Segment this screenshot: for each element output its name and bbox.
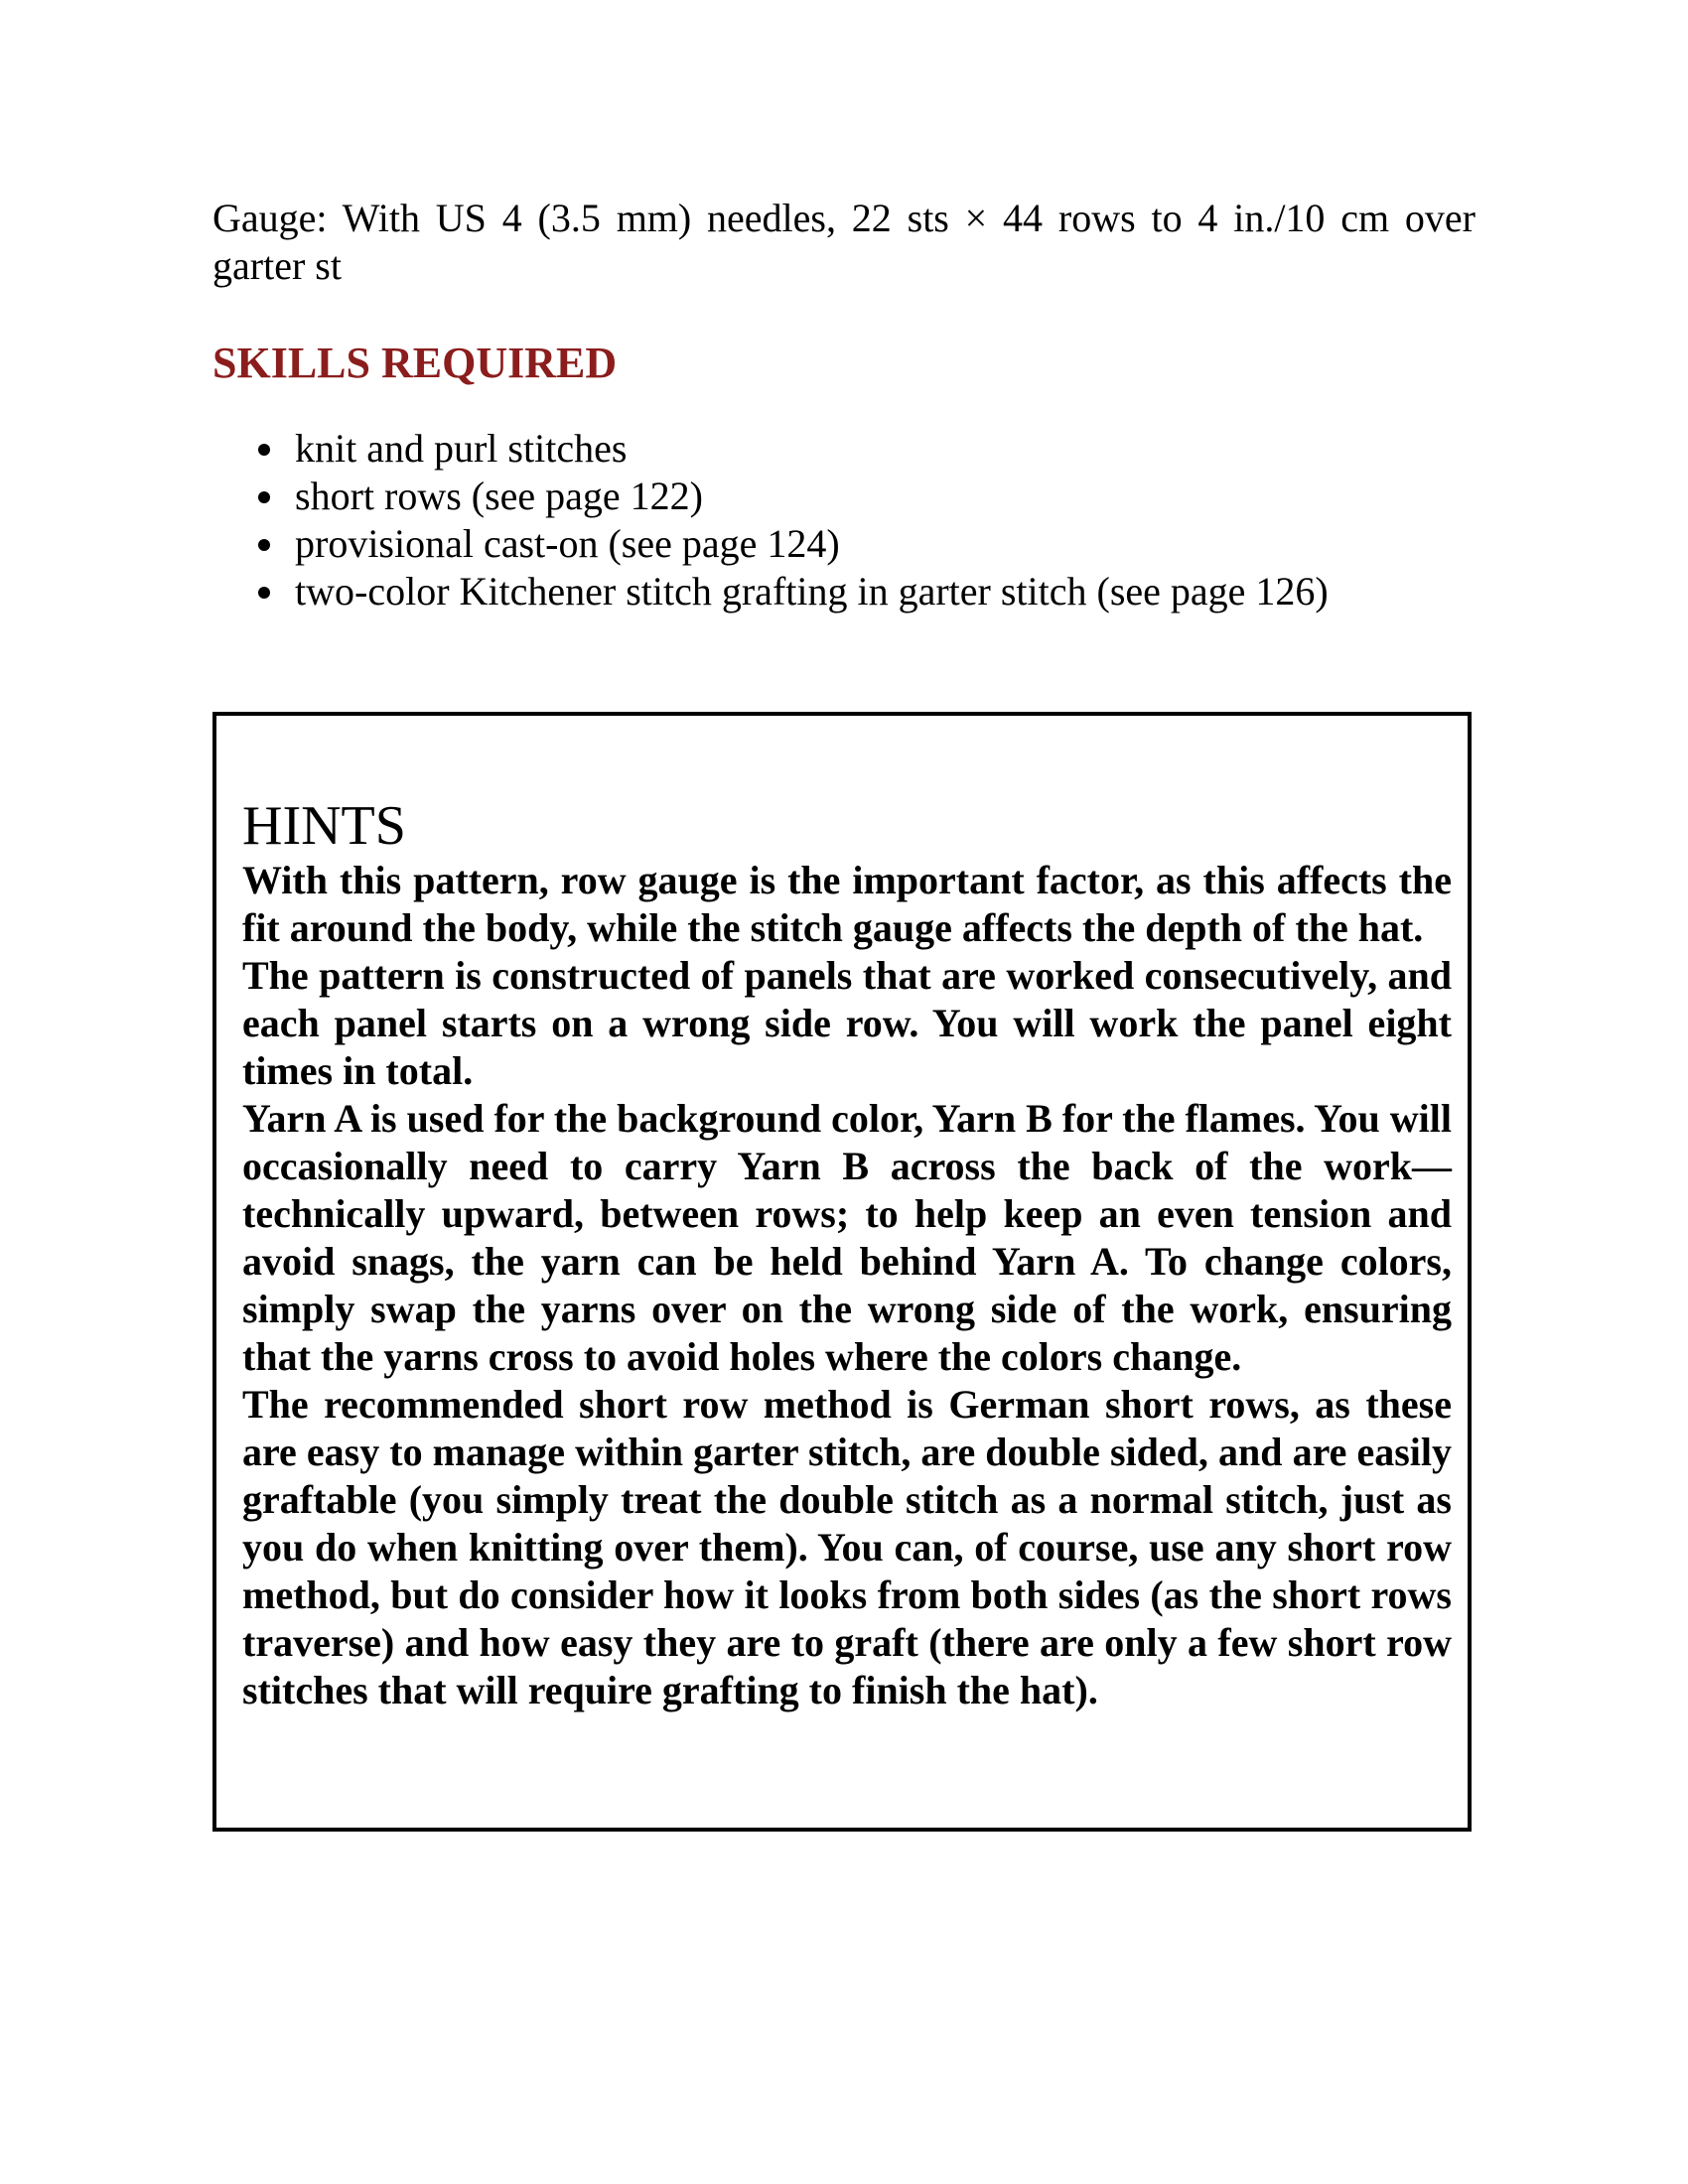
list-item-text: two-color Kitchener stitch grafting in garter stitch (see page 126) [295,569,1329,614]
list-item-text: short rows (see page 122) [295,474,703,518]
list-item-text: knit and purl stitches [295,426,628,471]
hint-paragraph: Yarn A is used for the background color, Yarn B for the flames. You will occasionally need to carry Yarn B across the back of the work—technically upward, between rows; to help keep an even tension and avoid snags, the yarn can be held behind Yarn A. To change colors, simply swap the yarns over on the wrong side of the work, ensuring that the yarns cross to avoid holes where the colors change. [242,1096,1452,1379]
list-item [212,473,1476,520]
list-item [212,425,1476,473]
page-content [212,195,1476,615]
hint-paragraph: With this pattern, row gauge is the important factor, as this affects the fit around the body, while the stitch gauge affects the depth of the hat. [242,858,1452,950]
bullet-icon [258,444,270,456]
bullet-icon [258,539,270,551]
hints-title: HINTS [242,795,406,857]
hint-paragraph: The pattern is constructed of panels that are worked consecutively, and each panel starts on a wrong side row. You will work the panel eight times in total. [242,953,1452,1093]
bullet-icon [258,587,270,599]
hint-paragraph: The recommended short row method is German short rows, as these are easy to manage within garter stitch, are double sided, and are easily graftable (you simply treat the double stitch as a normal stitch, just as you do when knitting over them). You can, of course, use any short row method, but do consider how it looks from both sides (as the short rows traverse) and how easy they are to graft (there are only a few short row stitches that will require grafting to finish the hat). [242,1382,1452,1712]
bullet-icon [258,491,270,503]
skills-heading: SKILLS REQUIRED [212,339,618,387]
hints-box [212,712,1472,1832]
hints-content [242,795,1452,1714]
list-item [212,520,1476,568]
skills-list [212,425,1476,615]
list-item [212,568,1476,615]
gauge-text: Gauge: With US 4 (3.5 mm) needles, 22 sts × 44 rows to 4 in./10 cm over garter st [212,196,1476,288]
list-item-text: provisional cast-on (see page 124) [295,521,840,566]
